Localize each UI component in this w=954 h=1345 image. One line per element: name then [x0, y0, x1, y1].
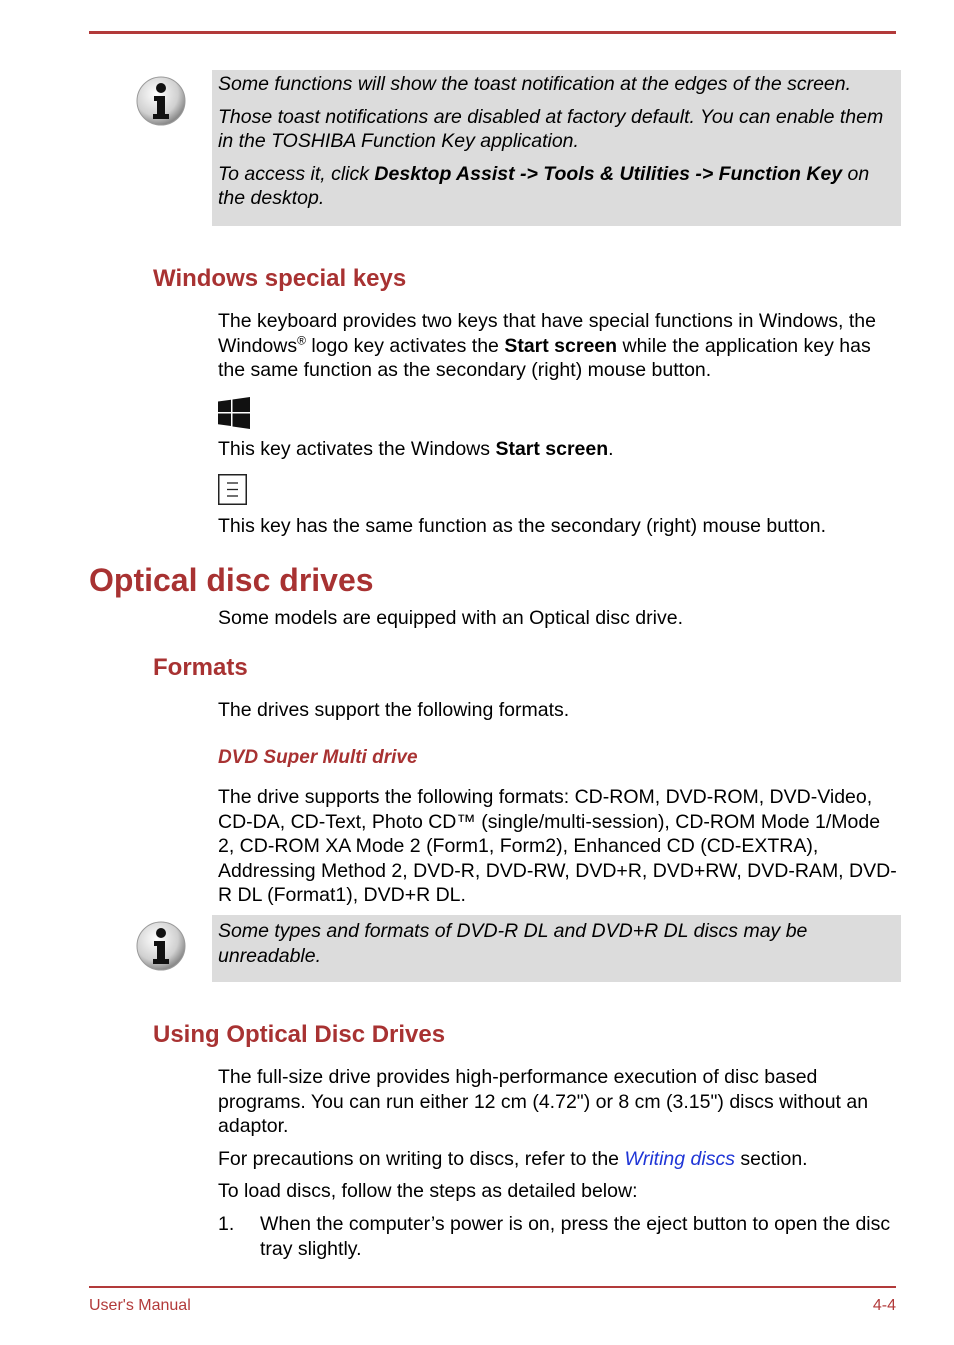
- using-paragraph-1: The full-size drive provides high-performance execution of disc based programs. You can run either 12 cm (4.72") or 8 cm (3.15") discs without an adaptor.: [218, 1066, 869, 1137]
- footer-manual-title: User's Manual: [89, 1297, 191, 1314]
- application-key-icon: [218, 474, 247, 505]
- application-key-description: This key has the same function as the secondary (right) mouse button.: [218, 515, 827, 537]
- step-text: When the computer’s power is on, press the eject button to open the disc tray slightly.: [260, 1213, 891, 1260]
- using-paragraph-3: To load discs, follow the steps as detailed below:: [218, 1180, 638, 1202]
- optical-intro: Some models are equipped with an Optical disc drive.: [218, 607, 683, 629]
- heading-windows-special-keys: Windows special keys: [153, 265, 407, 292]
- heading-dvd-super-multi-drive: DVD Super Multi drive: [218, 747, 418, 768]
- writing-discs-link[interactable]: Writing discs: [624, 1148, 735, 1170]
- note-line-2: Those toast notifications are disabled at factory default. You can enable them in the TOSHIBA Function Key application.: [218, 105, 884, 152]
- heading-optical-disc-drives: Optical disc drives: [89, 562, 374, 598]
- header-rule: [89, 31, 896, 34]
- windows-key-description: This key activates the Windows Start screen.: [218, 438, 614, 460]
- step-number: 1.: [218, 1213, 235, 1235]
- note-line-3: To access it, click Desktop Assist -> Tools & Utilities -> Function Key on the desktop.: [218, 162, 870, 209]
- footer-page-number: 4-4: [872, 1297, 896, 1314]
- using-paragraph-2: For precautions on writing to discs, refer to the Writing discs section.: [218, 1148, 808, 1170]
- note-line-1: Some functions will show the toast notification at the edges of the screen.: [218, 73, 852, 95]
- note-dvd-dl-discs: [212, 915, 901, 982]
- info-icon: [134, 74, 188, 128]
- menu-path: Desktop Assist -> Tools & Utilities -> Function Key: [374, 162, 843, 185]
- heading-using-optical-disc-drives: Using Optical Disc Drives: [153, 1021, 446, 1048]
- windows-keys-intro: The keyboard provides two keys that have special functions in Windows, the Windows® logo key activates the Start screen while the application key has the same function as the secondary (right) mouse button.: [218, 310, 876, 381]
- footer-rule: [89, 1286, 896, 1288]
- note-text: Some types and formats of DVD-R DL and DVD+R DL discs may be unreadable.: [218, 920, 808, 967]
- info-icon: [134, 919, 188, 973]
- formats-paragraph: The drive supports the following formats: CD-ROM, DVD-ROM, DVD-Video, CD-DA, CD-Text, Photo CD™ (single/multi-session), CD-ROM Mode 1/Mode 2, CD-ROM XA Mode 2 (Form1, Form2), Enhanced CD (CD-EXTRA), Addressing Method 2, DVD-R, DVD-RW, DVD+R, DVD+RW, DVD-RAM, DVD-R DL (Format1), DVD+R DL.: [218, 786, 897, 906]
- formats-intro: The drives support the following formats.: [218, 699, 570, 721]
- note-toast-notifications: [212, 70, 901, 226]
- windows-logo-icon: [218, 397, 250, 429]
- heading-formats: Formats: [153, 654, 248, 681]
